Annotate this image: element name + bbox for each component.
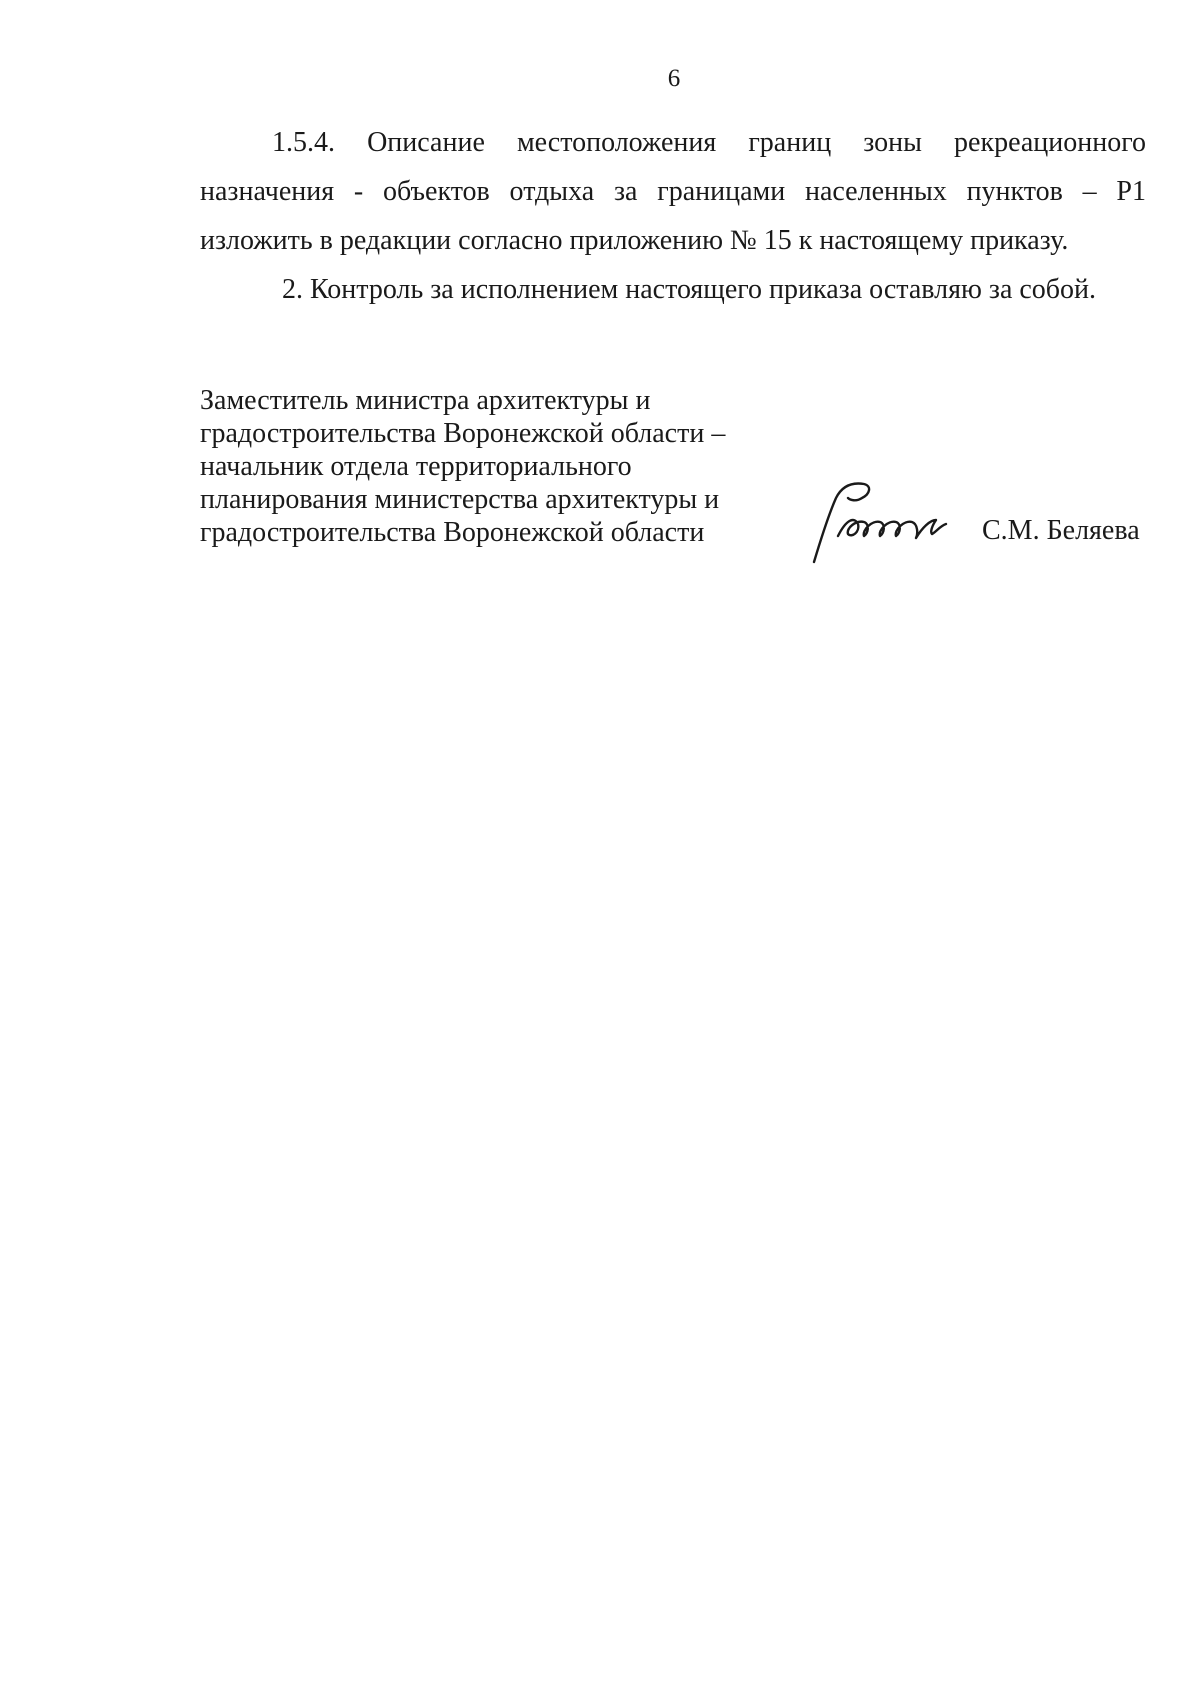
signatory-line: планирования министерства архитектуры и xyxy=(200,484,720,515)
handwritten-signature-icon xyxy=(808,476,978,566)
signatory-line: Заместитель министра архитектуры и xyxy=(200,385,651,416)
paragraph-1-5-4: 1.5.4. Описание местоположения границ зоны рекреационного назначения - объектов отдыха за границами населенных пунктов – Р1 изложить в редакции согласно приложению № 15 к настоящему приказу. xyxy=(200,127,1146,256)
signer-name: С.М. Беляева xyxy=(982,515,1140,546)
document-body xyxy=(200,118,1146,314)
signatory-title xyxy=(200,384,725,549)
signatory-line: градостроительства Воронежской области – xyxy=(200,418,726,449)
paragraph-2: 2. Контроль за исполнением настоящего приказа оставляю за собой. xyxy=(282,274,1097,305)
page-number: 6 xyxy=(667,65,681,92)
signatory-line: начальник отдела территориального xyxy=(200,451,632,482)
signatory-line: градостроительства Воронежской области xyxy=(200,517,705,548)
